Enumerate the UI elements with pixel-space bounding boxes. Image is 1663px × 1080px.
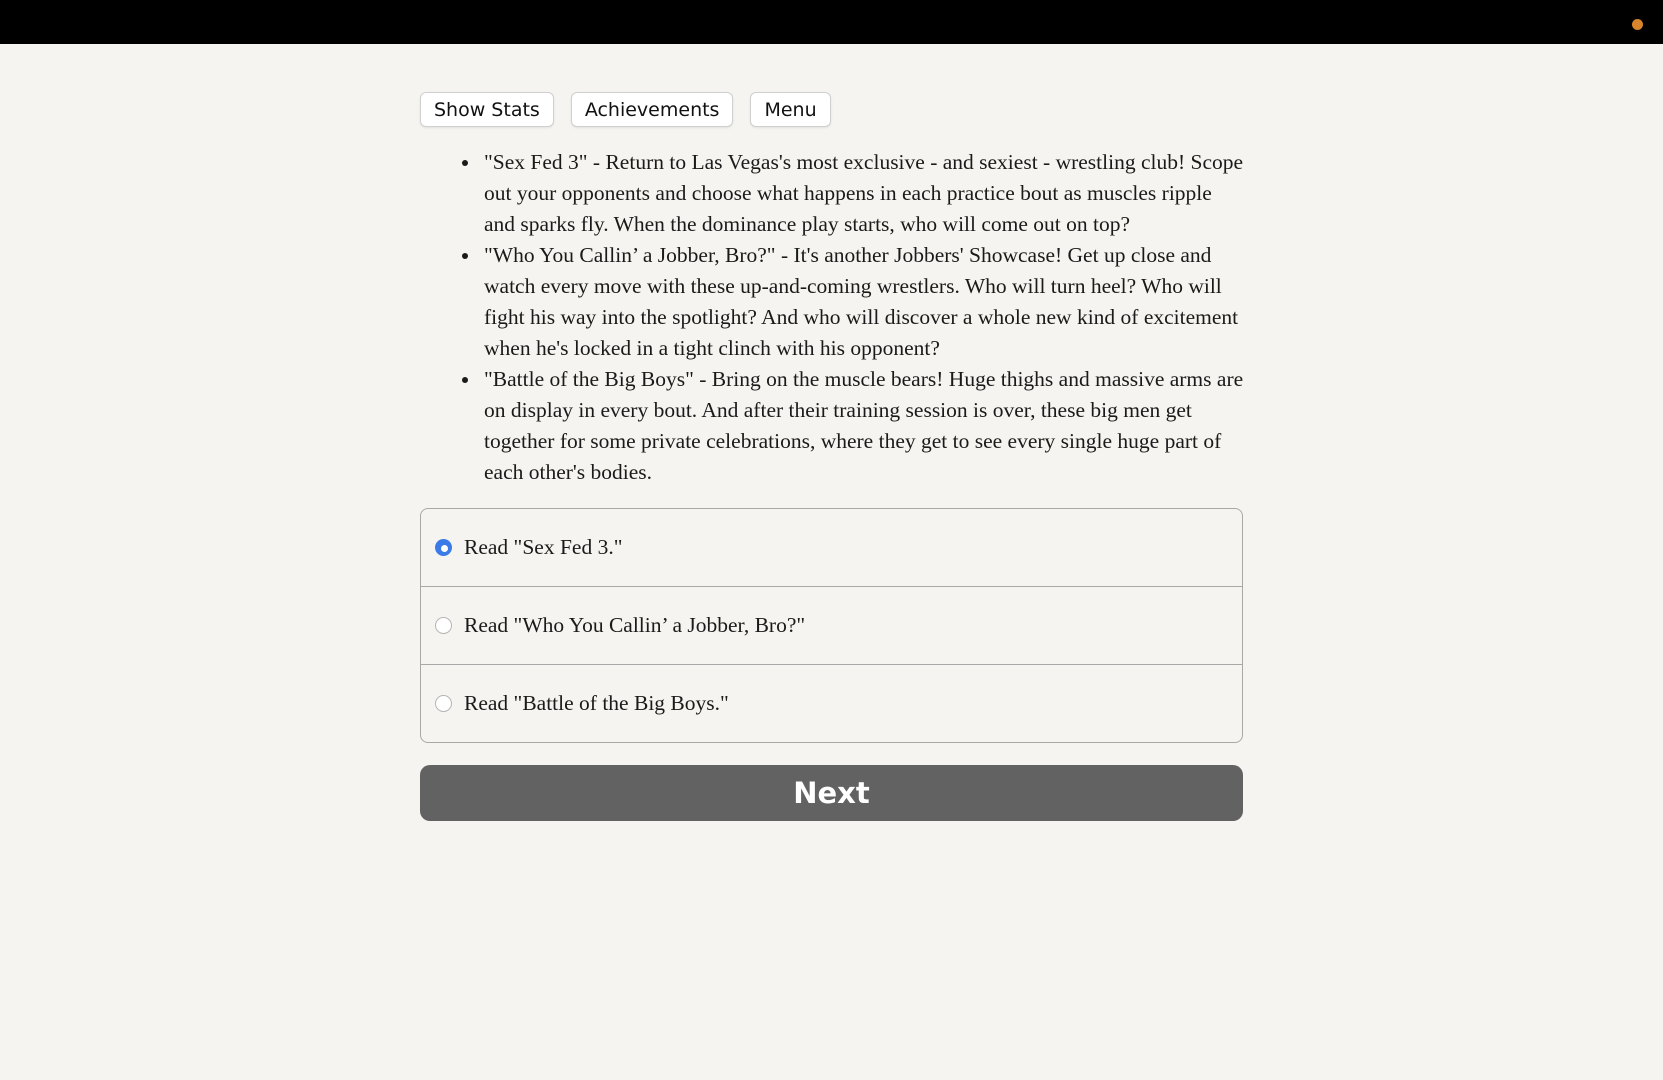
list-item-sex-fed-3: "Sex Fed 3" - Return to Las Vegas's most exclusive - and sexiest - wrestling club! Scope out your opponents and choose what happens in each practice bout as muscles ripple and sparks fly. When the dominance play starts, who will come out on top? [484, 147, 1244, 240]
choice-label: Read "Who You Callin’ a Jobber, Bro?" [464, 613, 806, 637]
show-stats-button[interactable]: Show Stats [420, 92, 554, 127]
list-item-jobber-bro: "Who You Callin’ a Jobber, Bro?" - It's another Jobbers' Showcase! Get up close and watch every move with these up-and-coming wrestlers. Who will turn heel? Who will fight his way into the spotlight? And who will discover a whole new kind of excitement when he's locked in a tight clinch with his opponent? [484, 240, 1244, 364]
choice-big-boys[interactable] [421, 664, 1242, 742]
achievements-button[interactable]: Achievements [571, 92, 734, 127]
choice-sex-fed-3[interactable] [421, 509, 1242, 586]
radio-button[interactable] [435, 539, 452, 556]
next-button[interactable]: Next [420, 765, 1243, 821]
menu-button[interactable]: Menu [750, 92, 830, 127]
choice-list [420, 508, 1243, 743]
toolbar [420, 92, 1243, 127]
status-dot-icon [1632, 19, 1643, 30]
choice-label: Read "Sex Fed 3." [464, 535, 623, 559]
game-list [420, 147, 1243, 488]
game-page [420, 92, 1243, 821]
list-item-big-boys: "Battle of the Big Boys" - Bring on the muscle bears! Huge thighs and massive arms are on display in every bout. And after their training session is over, these big men get together for some private celebrations, where they get to see every single huge part of each other's bodies. [484, 364, 1244, 488]
radio-button[interactable] [435, 617, 452, 634]
choice-jobber-bro[interactable] [421, 586, 1242, 664]
choice-label: Read "Battle of the Big Boys." [464, 691, 729, 715]
radio-button[interactable] [435, 695, 452, 712]
top-bar [0, 0, 1663, 44]
